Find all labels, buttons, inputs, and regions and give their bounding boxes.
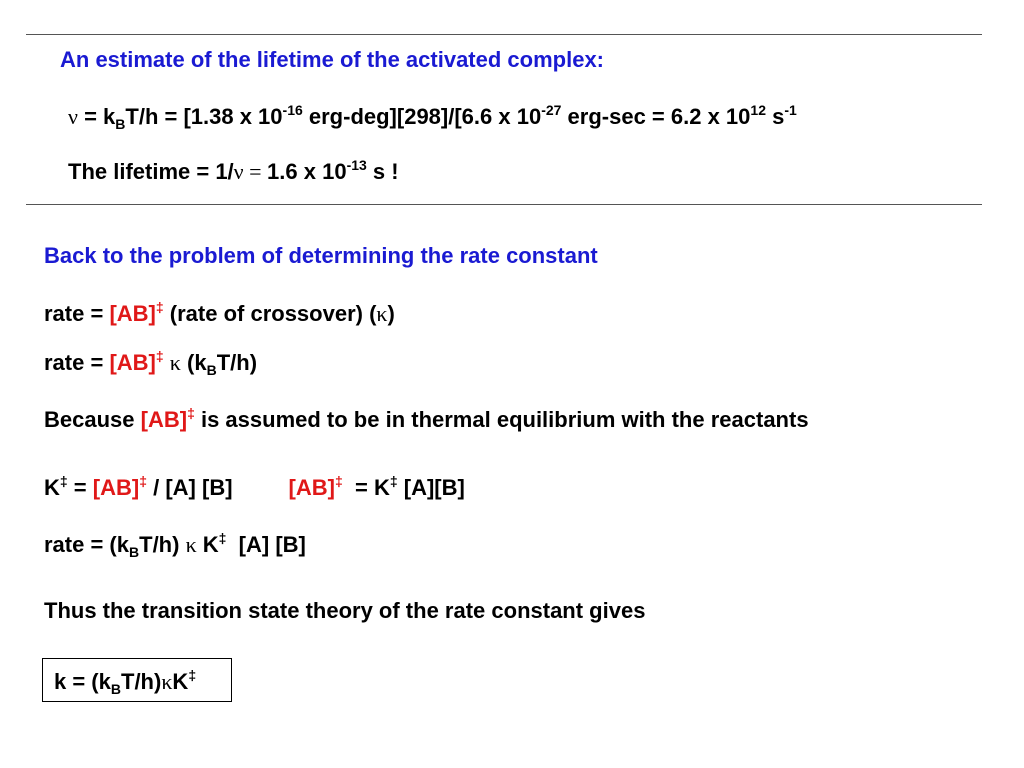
boltzmann-subscript: B bbox=[110, 681, 121, 697]
lifetime-exp: -13 bbox=[346, 157, 367, 173]
activated-complex: [AB] bbox=[92, 475, 140, 500]
double-dagger: ‡ bbox=[59, 473, 68, 489]
boltzmann-subscript: B bbox=[206, 362, 217, 378]
nu-eq-exp-2: -27 bbox=[541, 102, 562, 118]
double-dagger: ‡ bbox=[155, 299, 164, 315]
activated-complex: [AB] bbox=[109, 301, 156, 326]
rate-prefix: rate = (k bbox=[44, 532, 129, 557]
nu-symbol: ν bbox=[233, 159, 244, 184]
middle-divider bbox=[26, 204, 982, 205]
rate-equation-2 bbox=[44, 350, 257, 376]
rate-t-over-h: T/h) bbox=[139, 532, 186, 557]
double-dagger: ‡ bbox=[155, 348, 164, 364]
because-prefix: Because bbox=[44, 407, 141, 432]
rate-close-paren: ) bbox=[387, 301, 395, 326]
activated-complex: [AB] bbox=[140, 407, 188, 432]
rate-equation-1 bbox=[44, 301, 395, 327]
nu-eq-boltzmann: T/h = [1.38 x 10 bbox=[125, 104, 283, 129]
over-reactants: / [A] [B] bbox=[147, 475, 233, 500]
rate-crossover-text: (rate of crossover) ( bbox=[163, 301, 377, 326]
because-suffix: is assumed to be in thermal equilibrium with the reactants bbox=[194, 407, 809, 432]
rate-open-k: (k bbox=[180, 350, 207, 375]
kappa-symbol: κ bbox=[169, 350, 181, 375]
result-t-over-h: T/h) bbox=[121, 669, 162, 694]
nu-eq-exp-3: 12 bbox=[750, 102, 766, 118]
lifetime-suffix: s ! bbox=[366, 159, 399, 184]
boltzmann-subscript: B bbox=[129, 544, 140, 560]
k-symbol: K bbox=[44, 475, 60, 500]
equilibrium-constant-line bbox=[44, 475, 465, 501]
double-dagger: ‡ bbox=[218, 530, 227, 546]
double-dagger: ‡ bbox=[188, 667, 197, 683]
conclusion-line: Thus the transition state theory of the rate constant gives bbox=[44, 598, 646, 623]
nu-equation bbox=[68, 104, 797, 130]
nu-symbol: ν bbox=[68, 104, 78, 129]
equals-k: = K bbox=[342, 475, 390, 500]
because-line bbox=[44, 407, 809, 433]
rate-constant-result bbox=[54, 669, 196, 695]
equals: = bbox=[67, 475, 93, 500]
rate-section-heading: Back to the problem of determining the rate constant bbox=[44, 243, 598, 268]
lifetime-title: An estimate of the lifetime of the activated complex: bbox=[60, 47, 605, 72]
nu-eq-exp-4: -1 bbox=[784, 102, 797, 118]
lifetime-equals: = bbox=[243, 159, 268, 184]
rate-t-over-h: T/h) bbox=[216, 350, 258, 375]
k-symbol: K bbox=[196, 532, 219, 557]
double-dagger: ‡ bbox=[389, 473, 398, 489]
kappa-symbol: κ bbox=[376, 301, 388, 326]
rate-prefix: rate = bbox=[44, 301, 110, 326]
double-dagger: ‡ bbox=[334, 473, 343, 489]
kappa-symbol: κ bbox=[161, 669, 173, 694]
result-prefix: k = (k bbox=[54, 669, 111, 694]
nu-eq-unit: s bbox=[765, 104, 785, 129]
lifetime-prefix: The lifetime = 1/ bbox=[68, 159, 234, 184]
rate-equation-3 bbox=[44, 532, 306, 558]
top-divider bbox=[26, 34, 982, 35]
boltzmann-subscript: B bbox=[115, 116, 126, 132]
nu-eq-erg-deg: erg-deg][298]/[6.6 x 10 bbox=[302, 104, 542, 129]
nu-eq-exp-1: -16 bbox=[282, 102, 303, 118]
reactant-concentrations: [A][B] bbox=[397, 475, 465, 500]
nu-eq-erg-sec: erg-sec = 6.2 x 10 bbox=[561, 104, 751, 129]
lifetime-value: 1.6 x 10 bbox=[267, 159, 347, 184]
lifetime-line bbox=[68, 159, 399, 185]
kappa-symbol: κ bbox=[185, 532, 197, 557]
double-dagger: ‡ bbox=[139, 473, 147, 489]
k-symbol: K bbox=[172, 669, 189, 694]
reactant-concentrations: [A] [B] bbox=[226, 532, 306, 557]
nu-eq-k: = k bbox=[77, 104, 116, 129]
double-dagger: ‡ bbox=[187, 405, 195, 421]
rate-prefix: rate = bbox=[44, 350, 110, 375]
activated-complex: [AB] bbox=[288, 475, 335, 500]
activated-complex: [AB] bbox=[109, 350, 156, 375]
